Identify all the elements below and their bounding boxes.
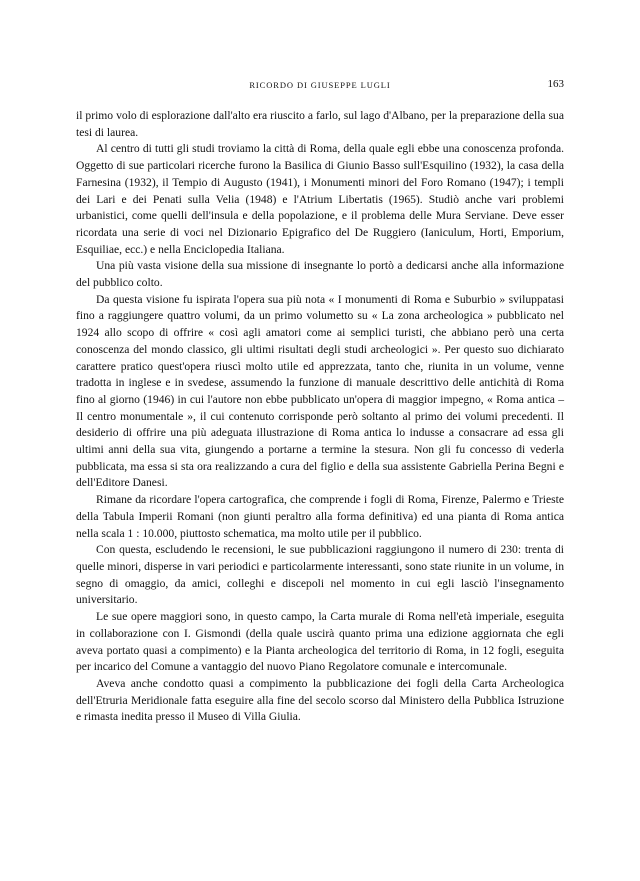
paragraph-rome-studies: Al centro di tutti gli studi troviamo la città di Roma, della quale egli ebbe una conoscenza profonda. Oggetto di sue particolari ricerche furono la Basilica di Giunio Basso sull'Esquilino (1932), la casa della Farnesina (1932), il Tempio di Augusto (1941), i Monumenti minori del Foro Romano (1947); i templi dei Lari e dei Penati sulla Velia (1948) e l'Atrium Libertatis (1965). Studiò anche vari problemi urbanistici, come quelli dell'insula e della popolazione, e il problema delle Mura Serviane. Deve esser ricordata una serie di voci nel Dizionario Epigrafico del De Ruggiero (Ianiculum, Horti, Emporium, Esquiliae, ecc.) e nella Enciclopedia Italiana. [76, 142, 564, 256]
paragraph-carta-archeologica: Aveva anche condotto quasi a compimento la pubblicazione dei fogli della Carta Archeologica dell'Etruria Meridionale fatta eseguire alla fine del secolo scorso dal Ministero della Pubblica Istruzione e rimasta inedita presso il Museo di Villa Giulia. [76, 676, 564, 724]
running-head [76, 80, 564, 94]
paragraph-major-works: Le sue opere maggiori sono, in questo campo, la Carta murale di Roma nell'età imperiale, eseguita in collaborazione con I. Gismondi (della quale uscirà quanto prima una edizione aggiornata che egli aveva portato quasi a compimento) e la Pianta archeologica del territorio di Roma, in 12 fogli, eseguita per incarico del Comune a vantaggio del nuovo Piano Regolatore comunale e intercomunale. [76, 610, 564, 674]
document-page [76, 80, 564, 726]
paragraph-monumenti-di-roma: Da questa visione fu ispirata l'opera sua più nota « I monumenti di Roma e Suburbio » sviluppatasi fino a raggiungere quattro volumi, da un primo volumetto su « La zona archeologica » pubblicato nel 1924 allo scopo di offrire « così agli amatori come ai semplici turisti, che abbiano però una certa conoscenza del mondo classico, gli ultimi risultati degli studi archeologici ». Per questo suo dichiarato carattere pratico quest'opera riuscì molto utile ed apprezzata, tanto che, riunita in un volume, venne tradotta in inglese e in svedese, assumendo la funzione di manuale descrittivo delle antichità di Roma fino al giorno (1946) in cui l'autore non ebbe pubblicato un'opera di maggior impegno, « Roma antica – Il centro monumentale », il cui contenuto corrisponde però soltanto al primo dei volumi precedenti. Il desiderio di offrire una più adeguata illustrazione di Roma antica lo indusse a consacrare ad essa gli ultimi anni della sua vita, giungendo a portarne a termine la stesura. Non gli fu concesso di vederla pubblicata, ma essa si sta ora realizzando a cura del figlio e della sua assistente Gabriella Perina Begni e dell'Editore Danesi. [76, 292, 564, 490]
paragraph-publications-count: Con questa, escludendo le recensioni, le sue pubblicazioni raggiungono il numero di 230: trenta di quelle minori, disperse in vari periodici e particolarmente interessanti, sono state riunite in un volume, in segno di omaggio, da amici, colleghi e discepoli nel momento in cui egli lasciò l'insegnamento universitario. [76, 543, 564, 607]
paragraph-public-information: Una più vasta visione della sua missione di insegnante lo portò a dedicarsi anche alla informazione del pubblico colto. [76, 259, 564, 290]
page-number: 163 [547, 78, 564, 90]
paragraph-continuation: il primo volo di esplorazione dall'alto era riuscito a farlo, sul lago d'Albano, per la preparazione della sua tesi di laurea. [76, 109, 564, 139]
body-text [76, 108, 564, 726]
running-title: RICORDO DI GIUSEPPE LUGLI [249, 80, 391, 90]
paragraph-cartographic-work: Rimane da ricordare l'opera cartografica, che comprende i fogli di Roma, Firenze, Palermo e Trieste della Tabula Imperii Romani (non giunti peraltro alla forma definitiva) ed una pianta di Roma antica nella scala 1 : 10.000, piuttosto schematica, ma molto utile per il pubblico. [76, 493, 564, 540]
